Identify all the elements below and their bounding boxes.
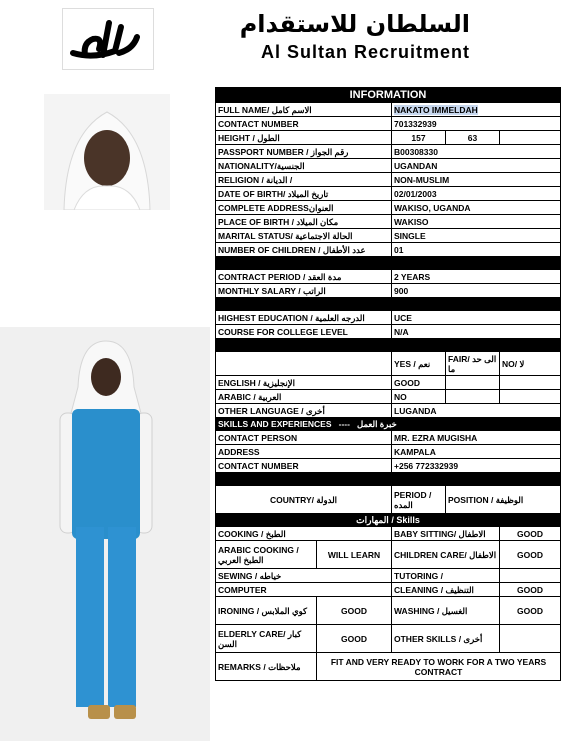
height-label: HEIGHT / الطول [216,131,392,145]
brand-name-english: Al Sultan Recruitment [260,42,470,62]
monthly-salary-value: 900 [392,284,561,298]
section-divider [216,339,561,352]
emergency-contact-number-value: +256 772332939 [392,459,561,473]
skills-experiences-heading [216,418,561,431]
date-of-birth-label: DATE OF BIRTH/ تاريخ الميلاد [216,187,392,201]
place-of-birth-label: PLACE OF BIRTH / مكان الميلاد [216,215,392,229]
computer-label: COMPUTER [216,583,392,597]
complete-address-label: COMPLETE ADDRESSالعنوان [216,201,392,215]
washing-label: WASHING / الغسيل [392,597,500,625]
page-header [0,0,574,80]
other-language-label: OTHER LANGUAGE / أخرى [216,404,392,418]
cooking-label: COOKING / الطبخ [216,527,392,541]
contact-person-label: CONTACT PERSON [216,431,392,445]
place-of-birth-value: WAKISO [392,215,561,229]
highest-education-value: UCE [392,311,561,325]
experience-period-header: PERIOD / المده [392,486,446,514]
language-yes-header: YES / نعم [392,352,446,376]
nationality-label: NATIONALITY/الجنسية [216,159,392,173]
sewing-label: SEWING / خياطه [216,569,392,583]
arabic-label: ARABIC / العربية [216,390,392,404]
complete-address-value: WAKISO, UGANDA [392,201,561,215]
children-care-value: GOOD [500,541,561,569]
cleaning-value: GOOD [500,583,561,597]
passport-number-label: PASSPORT NUMBER / رقم الجواز [216,145,392,159]
skills-experiences-dashes: ---- [338,419,350,429]
headshot-photo [44,94,170,210]
contact-number-value: 701332939 [392,117,561,131]
contract-period-value: 2 YEARS [392,270,561,284]
remarks-label: REMARKS / ملاحظات [216,653,317,681]
contact-person-value: MR. EZRA MUGISHA [392,431,561,445]
religion-label: RELIGION / الديانة / [216,173,392,187]
language-fair-header: FAIR/ الى حد ما [446,352,500,376]
height-value: 157 [392,131,446,145]
baby-sitting-value: GOOD [500,527,561,541]
contract-period-label: CONTRACT PERIOD / مدة العقد [216,270,392,284]
brand-name-arabic: السلطان للاستقدام [239,10,470,38]
marital-status-value: SINGLE [392,229,561,243]
company-logo [62,8,154,70]
information-heading: INFORMATION [216,88,561,103]
section-divider [216,257,561,270]
remarks-value: FIT AND VERY READY TO WORK FOR A TWO YEARS CONTRACT [317,653,561,681]
ironing-value: GOOD [317,597,392,625]
address-value: KAMPALA [392,445,561,459]
language-no-header: NO/ لا [500,352,561,376]
number-of-children-label: NUMBER OF CHILDREN / عدد الأطفال [216,243,392,257]
emergency-contact-number-label: CONTACT NUMBER [216,459,392,473]
nationality-value: UGANDAN [392,159,561,173]
section-divider [216,473,561,486]
children-care-label: CHILDREN CARE/ الاطفال [392,541,500,569]
other-skills-label: OTHER SKILLS / أخرى [392,625,500,653]
course-label: COURSE FOR COLLEGE LEVEL [216,325,392,339]
date-of-birth-value: 02/01/2003 [392,187,561,201]
elderly-care-value: GOOD [317,625,392,653]
course-value: N/A [392,325,561,339]
religion-value: NON-MUSLIM [392,173,561,187]
weight-value: 63 [446,131,500,145]
arabic-cooking-label: ARABIC COOKING / الطبخ العربي [216,541,317,569]
passport-number-value: B00308330 [392,145,561,159]
cv-form-table [215,87,561,681]
cleaning-label: CLEANING / التنظيف [392,583,500,597]
elderly-care-label: ELDERLY CARE/ كبار السن [216,625,317,653]
washing-value: GOOD [500,597,561,625]
english-value: GOOD [392,376,446,390]
ironing-label: IRONING / كوي الملابس [216,597,317,625]
monthly-salary-label: MONTHLY SALARY / الراتب [216,284,392,298]
number-of-children-value: 01 [392,243,561,257]
highest-education-label: HIGHEST EDUCATION / الدرجه العلمية [216,311,392,325]
address-label: ADDRESS [216,445,392,459]
tutoring-label: TUTORING / [392,569,500,583]
skills-experiences-arabic: خبرة العمل [357,419,397,429]
experience-position-header: POSITION / الوظيفة [446,486,561,514]
full-body-photo [0,327,210,741]
arabic-cooking-value: WILL LEARN [317,541,392,569]
other-language-value: LUGANDA [392,404,561,418]
skills-heading: المهارات / Skills [216,514,561,527]
skills-experiences-label: SKILLS AND EXPERIENCES [218,419,332,429]
section-divider [216,298,561,311]
english-label: ENGLISH / الإنجليزية [216,376,392,390]
full-name-label: FULL NAME/ الاسم كامل [216,103,392,117]
full-name-value: NAKATO IMMELDAH [394,104,478,115]
experience-country-header: COUNTRY/ الدولة [216,486,392,514]
baby-sitting-label: BABY SITTING/ الاطفال [392,527,500,541]
arabic-value: NO [392,390,446,404]
contact-number-label: CONTACT NUMBER [216,117,392,131]
marital-status-label: MARITAL STATUS/ الحالة الاجتماعية [216,229,392,243]
